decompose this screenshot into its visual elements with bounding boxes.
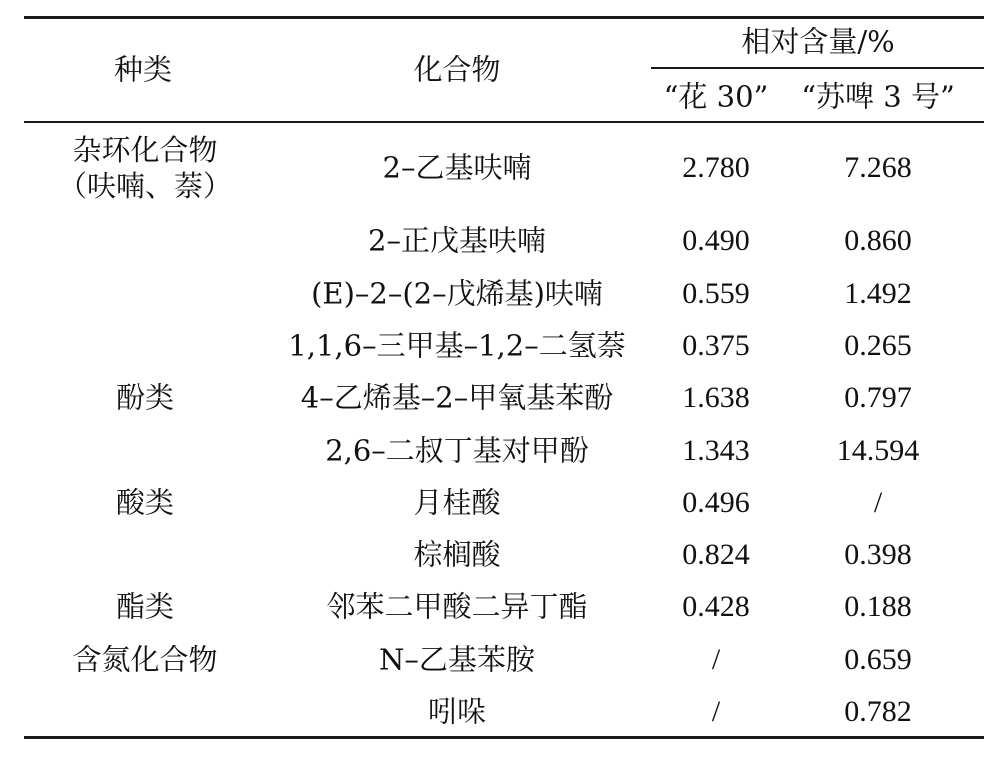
value-cell-hua30: 1.343: [682, 434, 750, 467]
compound-cell: (E)–2–(2–戊烯基)呋喃: [311, 276, 603, 311]
value-cell-hua30: 2.780: [682, 151, 750, 184]
value-cell-supi3: 0.398: [844, 538, 912, 571]
value-cell-supi3: /: [873, 486, 883, 519]
value-cell-supi3: 14.594: [836, 434, 920, 467]
bottom-rule: [24, 736, 984, 739]
compound-cell: 4–乙烯基–2–甲氧基苯酚: [300, 380, 614, 415]
value-cell-supi3: 0.265: [844, 329, 912, 362]
value-cell-supi3: 0.782: [844, 695, 912, 728]
value-cell-supi3: 0.188: [844, 590, 912, 623]
header-category: 种类: [113, 52, 173, 87]
header-sample-supi3: “苏啤 3 号”: [801, 79, 955, 114]
compound-cell: 2–正戊基呋喃: [368, 223, 546, 258]
header-relative-content: 相对含量/%: [741, 24, 895, 59]
value-cell-hua30: 0.490: [682, 224, 750, 257]
header-rule: [24, 121, 984, 123]
category-heterocyclic: [58, 132, 232, 204]
category-esters: 酯类: [115, 589, 175, 624]
value-cell-supi3: 7.268: [844, 151, 912, 184]
category-acids: 酸类: [115, 485, 175, 520]
category-heterocyclic-line2: （呋喃、萘）: [57, 169, 233, 203]
value-cell-supi3: 0.797: [844, 381, 912, 414]
top-rule: [24, 16, 984, 19]
value-cell-supi3: 0.860: [844, 224, 912, 257]
category-heterocyclic-line1: 杂环化合物: [72, 133, 218, 167]
category-nitrogen-compounds: 含氮化合物: [72, 642, 218, 677]
compound-cell: 2–乙基呋喃: [382, 150, 532, 185]
compound-cell: 月桂酸: [413, 485, 501, 520]
value-cell-hua30: 0.428: [682, 590, 750, 623]
value-cell-hua30: /: [711, 695, 721, 728]
compound-cell: 邻苯二甲酸二异丁酯: [326, 589, 588, 624]
category-phenols: 酚类: [115, 380, 175, 415]
value-cell-supi3: 0.659: [844, 643, 912, 676]
compound-cell: 2,6–二叔丁基对甲酚: [325, 433, 589, 468]
value-cell-supi3: 1.492: [844, 277, 912, 310]
value-cell-hua30: 0.824: [682, 538, 750, 571]
value-cell-hua30: 0.375: [682, 329, 750, 362]
compound-cell: 1,1,6–三甲基–1,2–二氢萘: [288, 328, 626, 363]
compound-cell: 棕榈酸: [413, 537, 501, 572]
header-sample-hua30: “花 30”: [663, 79, 769, 114]
compound-cell: N–乙基苯胺: [379, 642, 535, 677]
value-cell-hua30: 0.496: [682, 486, 750, 519]
compound-cell: 吲哚: [427, 694, 487, 729]
header-compound: 化合物: [413, 52, 501, 87]
group-header-rule: [651, 67, 984, 69]
value-cell-hua30: 0.559: [682, 277, 750, 310]
value-cell-hua30: 1.638: [682, 381, 750, 414]
value-cell-hua30: /: [711, 643, 721, 676]
